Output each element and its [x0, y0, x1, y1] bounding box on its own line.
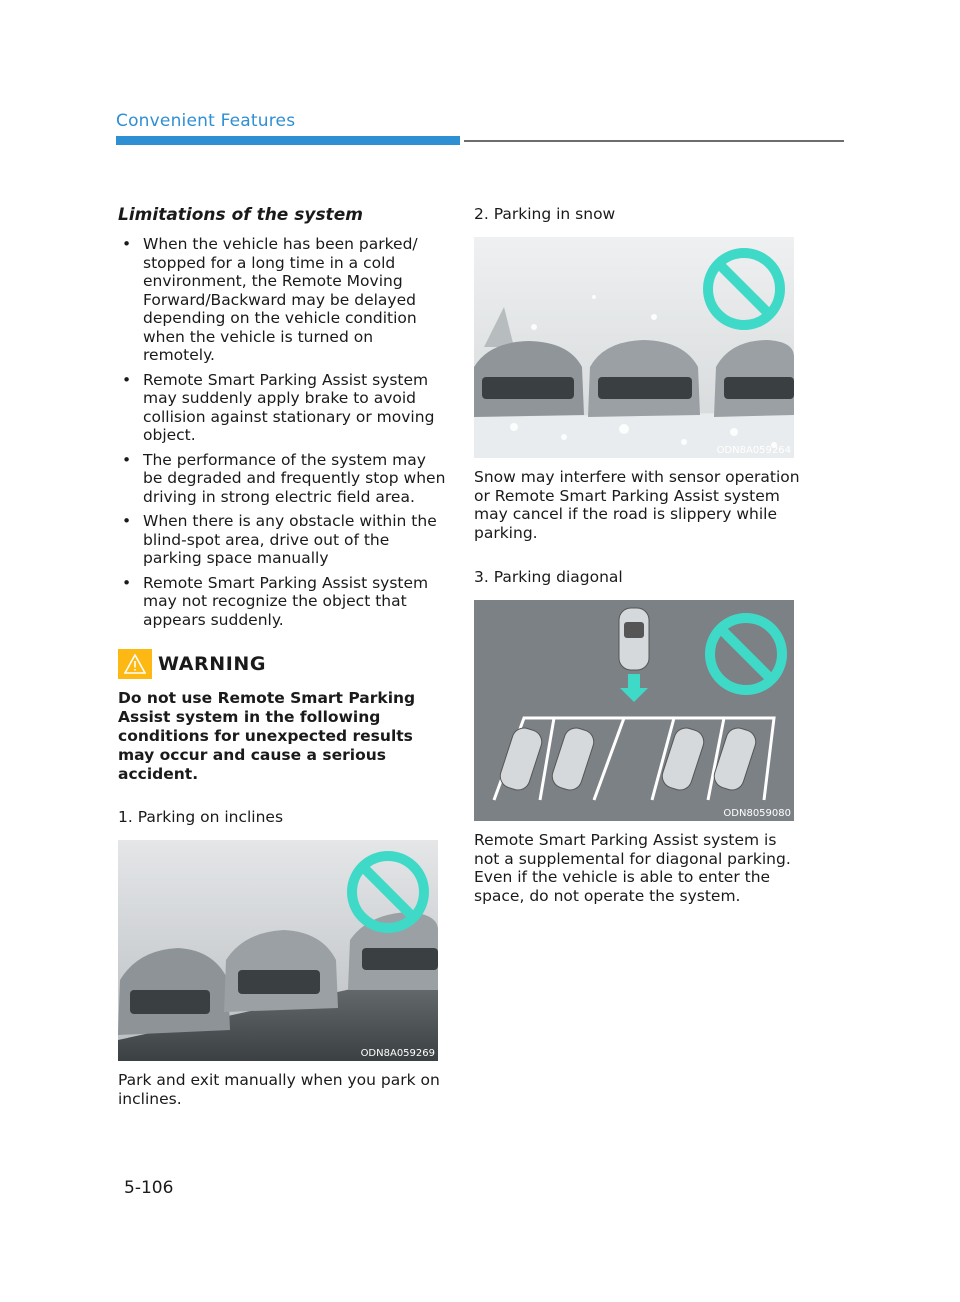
list-item: • Remote Smart Parking Assist system may not recognize the object that appears suddenly.: [122, 573, 429, 629]
bullet-icon: •: [122, 370, 132, 389]
figure-code: ODN8059080: [723, 808, 791, 819]
section-title: Convenient Features: [116, 111, 296, 131]
condition-title-snow: 2. Parking in snow: [474, 205, 616, 223]
car-image: [588, 340, 700, 417]
incline-parking-illustration: [118, 840, 438, 1061]
bullet-icon: •: [122, 450, 132, 469]
bullet-icon: •: [122, 512, 132, 530]
car-image: [474, 341, 584, 417]
caption-snow: Snow may interfere with sensor operation or Remote Smart Parking Assist system may cancel if the road is slippery while parking.: [474, 468, 800, 542]
page-number: 5-106: [124, 1178, 174, 1198]
condition-title-inclines: 1. Parking on inclines: [118, 808, 284, 826]
list-item: • Remote Smart Parking Assist system may suddenly apply brake to avoid collision against stationary or moving object.: [122, 370, 435, 444]
car-image: [619, 608, 649, 670]
right-column: [474, 205, 804, 905]
left-column: [118, 205, 448, 1108]
warning-triangle-icon: [118, 649, 152, 679]
warning-text: Do not use Remote Smart Parking Assist system in the following conditions for unexpected results may occur and cause a serious accident.: [118, 689, 416, 783]
warning-header: [118, 649, 448, 679]
caption-diagonal: Remote Smart Parking Assist system is not a supplemental for diagonal parking. Even if the vehicle is able to enter the space, do not operate the system.: [474, 831, 791, 905]
limitations-list: [118, 235, 448, 629]
header-rule-accent: [116, 136, 460, 145]
list-item: • The performance of the system may be degraded and frequently stop when driving in strong electric field area.: [122, 450, 446, 506]
figure-code: ODN8A059264: [716, 445, 791, 456]
header-rule: [464, 140, 844, 142]
snow-parking-illustration: [474, 237, 794, 458]
bullet-icon: •: [122, 573, 132, 592]
caption-inclines: Park and exit manually when you park on inclines.: [118, 1071, 440, 1108]
bullet-icon: •: [122, 235, 132, 253]
warning-title: WARNING: [158, 653, 267, 675]
list-item: • When the vehicle has been parked/ stopped for a long time in a cold environment, the Remote Moving Forward/Backward may be delayed depending on the vehicle condition when the vehicle is turned on remotely.: [122, 235, 418, 364]
condition-title-diagonal: 3. Parking diagonal: [474, 568, 623, 586]
figure-code: ODN8A059269: [360, 1048, 435, 1059]
section-heading: Limitations of the system: [118, 205, 363, 225]
list-item: • When there is any obstacle within the blind-spot area, drive out of the parking space manually: [122, 512, 437, 567]
diagonal-parking-illustration: [474, 600, 794, 821]
